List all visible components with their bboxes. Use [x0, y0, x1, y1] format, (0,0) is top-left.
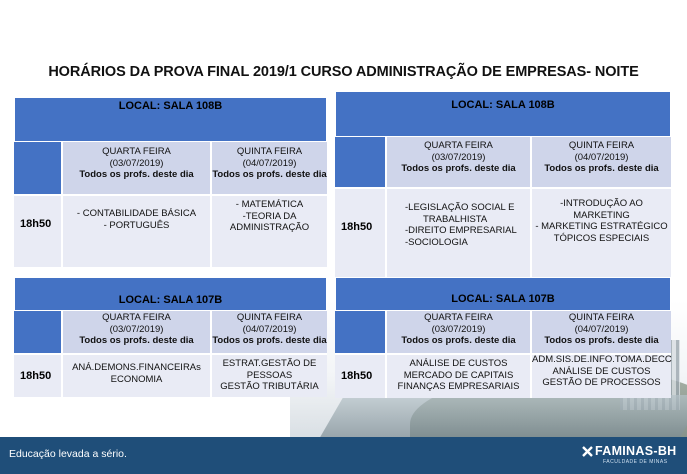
local-header: LOCAL: SALA 107B	[14, 277, 327, 311]
days-row	[335, 311, 671, 353]
footer-bar	[0, 437, 687, 474]
day-cell-thursday: QUINTA FEIRA (04/07/2019) Todos os profs. deste dia	[544, 312, 659, 346]
subjects-thursday: - MATEMÁTICA -TEORIA DA ADMINISTRAÇÃO	[229, 199, 310, 233]
logo-brand: FAMINAS-BH	[595, 444, 677, 458]
subjects-thursday: -INTRODUÇÃO AO MARKETING - MARKETING ESTRATÉGICO TÓPICOS ESPECIAIS	[535, 198, 668, 244]
time-row	[14, 355, 327, 397]
days-row	[335, 137, 671, 187]
logo-subtitle: FACULDADE DE MINAS	[603, 459, 668, 465]
day-cell-wednesday: QUARTA FEIRA (03/07/2019) Todos os profs. deste dia	[79, 146, 194, 180]
local-header: LOCAL: SALA 108B	[335, 91, 671, 137]
time-row	[335, 189, 671, 277]
day-cell-wednesday: QUARTA FEIRA (03/07/2019) Todos os profs. deste dia	[401, 140, 516, 174]
days-row	[14, 142, 327, 194]
day-cell-wednesday: QUARTA FEIRA (03/07/2019) Todos os profs. deste dia	[79, 312, 194, 346]
schedule-table-sala-108b-left	[14, 97, 327, 267]
page-title: HORÁRIOS DA PROVA FINAL 2019/1 CURSO ADMINISTRAÇÃO DE EMPRESAS- NOITE	[48, 64, 639, 80]
subjects-wednesday: - CONTABILIDADE BÁSICA - PORTUGUÊS	[76, 208, 197, 231]
schedule-table-sala-107b-left	[14, 277, 327, 397]
local-header: LOCAL: SALA 107B	[335, 277, 671, 311]
subjects-wednesday: ANÁ.DEMONS.FINANCEIRAs ECONOMIA	[72, 362, 201, 385]
logo-mark-icon	[582, 446, 593, 457]
schedule-table-sala-107b-right	[335, 277, 671, 398]
time-column-header	[335, 137, 385, 187]
time-label: 18h50	[341, 370, 373, 382]
day-cell-thursday: QUINTA FEIRA (04/07/2019) Todos os profs. deste dia	[212, 312, 327, 346]
time-column-header	[14, 311, 61, 353]
time-column-header	[14, 142, 61, 194]
time-column-header	[335, 311, 385, 353]
local-header: LOCAL: SALA 108B	[14, 97, 327, 142]
footer-tagline: Educação levada a sério.	[9, 448, 127, 460]
day-cell-wednesday: QUARTA FEIRA (03/07/2019) Todos os profs. deste dia	[401, 312, 516, 346]
faminas-logo	[581, 444, 677, 468]
subjects-wednesday: ANÁLISE DE CUSTOS MERCADO DE CAPITAIS FINANÇAS EMPRESARIAIS	[397, 358, 520, 392]
day-cell-thursday: QUINTA FEIRA (04/07/2019) Todos os profs. deste dia	[544, 140, 659, 174]
days-row	[14, 311, 327, 353]
time-label: 18h50	[341, 221, 373, 233]
day-cell-thursday: QUINTA FEIRA (04/07/2019) Todos os profs. deste dia	[212, 146, 327, 180]
subjects-wednesday: -LEGISLAÇÃO SOCIAL E TRABALHISTA -DIREITO EMPRESARIAL -SOCIOLOGIA	[405, 202, 517, 248]
time-row	[14, 196, 327, 267]
subjects-thursday: ESTRAT.GESTÃO DE PESSOAS GESTÃO TRIBUTÁRIA	[220, 358, 319, 392]
schedule-table-sala-108b-right	[335, 91, 671, 277]
time-row	[335, 355, 671, 398]
subjects-thursday: ADM.SIS.DE.INFO.TOMA.DECC ANÁLISE DE CUSTOS GESTÃO DE PROCESSOS	[532, 354, 672, 388]
time-label: 18h50	[20, 218, 52, 230]
time-label: 18h50	[20, 370, 52, 382]
